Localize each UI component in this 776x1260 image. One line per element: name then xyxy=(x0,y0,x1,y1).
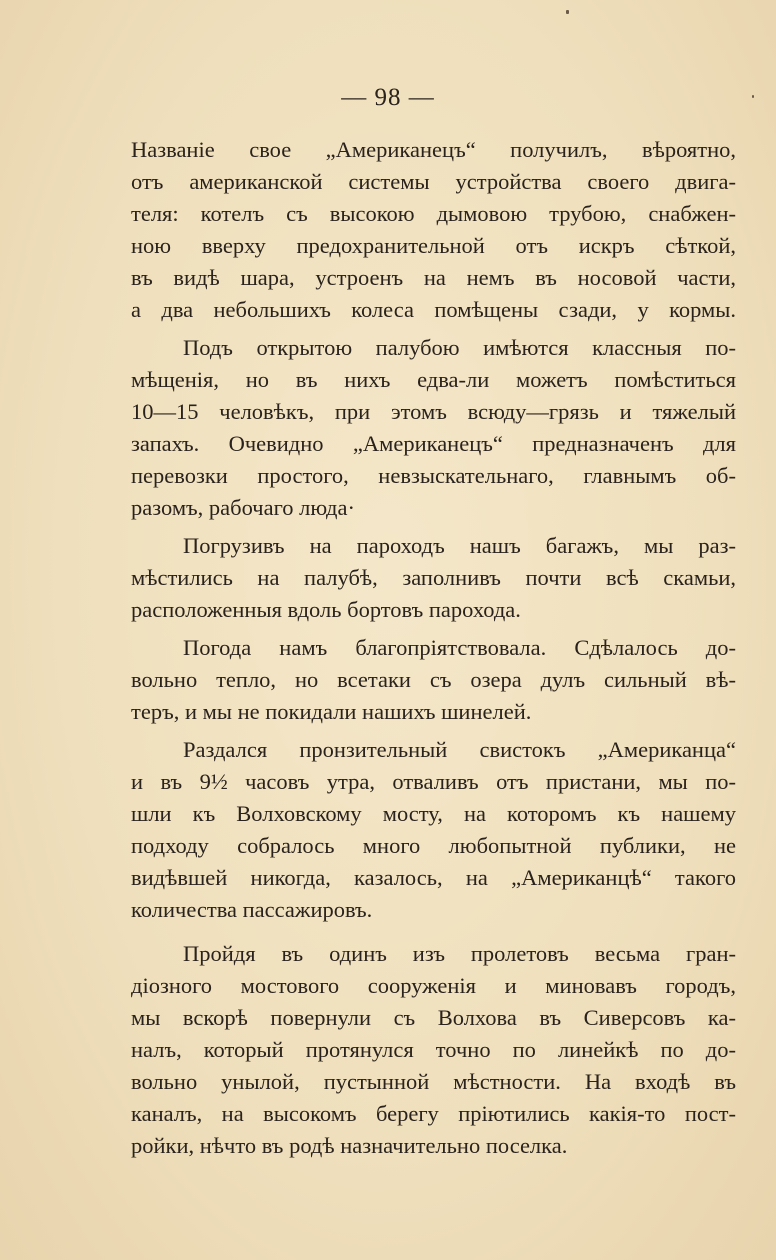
paragraph xyxy=(131,632,736,728)
text-line: отъ американской системы устройства своего двига- xyxy=(131,169,736,194)
text-line: перевозки простого, невзыскательнаго, главнымъ об- xyxy=(131,463,736,488)
paragraph xyxy=(131,734,736,926)
text-line: шли къ Волховскому мосту, на которомъ къ нашему xyxy=(131,801,736,826)
text-line: теръ, и мы не покидали нашихъ шинелей. xyxy=(131,699,532,724)
text-line: подходу собралось много любопытной публики, не xyxy=(131,833,736,858)
text-line: Пройдя въ одинъ изъ пролетовъ весьма гран- xyxy=(183,941,736,966)
text-line: разомъ, рабочаго люда· xyxy=(131,495,355,520)
text-line: Названіе свое „Американецъ“ получилъ, вѣроятно, xyxy=(131,137,736,162)
text-line: вольно тепло, но всетаки съ озера дулъ сильный вѣ- xyxy=(131,667,736,692)
text-line: расположенныя вдоль бортовъ парохода. xyxy=(131,597,521,622)
text-line: Погода намъ благопріятствовала. Сдѣлалось до- xyxy=(183,635,736,660)
text-line: налъ, который протянулся точно по линейкѣ по до- xyxy=(131,1037,736,1062)
text-line: ройки, нѣчто въ родѣ назначительно поселка. xyxy=(131,1133,568,1158)
text-line: діозного мостового сооруженія и миновавъ городъ, xyxy=(131,973,736,998)
text-line: Погрузивъ на пароходъ нашъ багажъ, мы раз- xyxy=(183,533,736,558)
text-line: Подъ открытою палубою имѣются классныя по- xyxy=(183,335,736,360)
text-line: Раздался пронзительный свистокъ „Американца“ xyxy=(183,737,736,762)
paragraph xyxy=(131,134,736,326)
text-line: а два небольшихъ колеса помѣщены сзади, у кормы. xyxy=(131,297,736,322)
paragraph xyxy=(131,530,736,626)
body-text xyxy=(131,134,736,1162)
text-line: теля: котелъ съ высокою дымовою трубою, снабжен- xyxy=(131,201,736,226)
text-line: въ видѣ шара, устроенъ на немъ въ носовой части, xyxy=(131,265,736,290)
text-line: ною вверху предохранительной отъ искръ сѣткой, xyxy=(131,233,736,258)
paper-speck xyxy=(566,10,569,14)
text-line: мѣстились на палубѣ, заполнивъ почти всѣ скамьи, xyxy=(131,565,736,590)
text-line: запахъ. Очевидно „Американецъ“ предназначенъ для xyxy=(131,431,736,456)
text-line: мы вскорѣ повернули съ Волхова въ Сиверсовъ ка- xyxy=(131,1005,736,1030)
text-line: 10—15 человѣкъ, при этомъ всюду—грязь и тяжелый xyxy=(131,399,736,424)
text-line: видѣвшей никогда, казалось, на „Американцѣ“ такого xyxy=(131,865,736,890)
paragraph xyxy=(131,332,736,524)
paragraph xyxy=(131,938,736,1162)
text-line: и въ 9½ часовъ утра, отваливъ отъ пристани, мы по- xyxy=(131,769,736,794)
text-line: количества пассажировъ. xyxy=(131,897,373,922)
text-line: мѣщенія, но въ нихъ едва-ли можетъ помѣститься xyxy=(131,367,736,392)
text-line: каналъ, на высокомъ берегу пріютились какія-то пост- xyxy=(131,1101,736,1126)
page-number: — 98 — xyxy=(341,84,435,111)
text-line: вольно унылой, пустынной мѣстности. На входѣ въ xyxy=(131,1069,736,1094)
